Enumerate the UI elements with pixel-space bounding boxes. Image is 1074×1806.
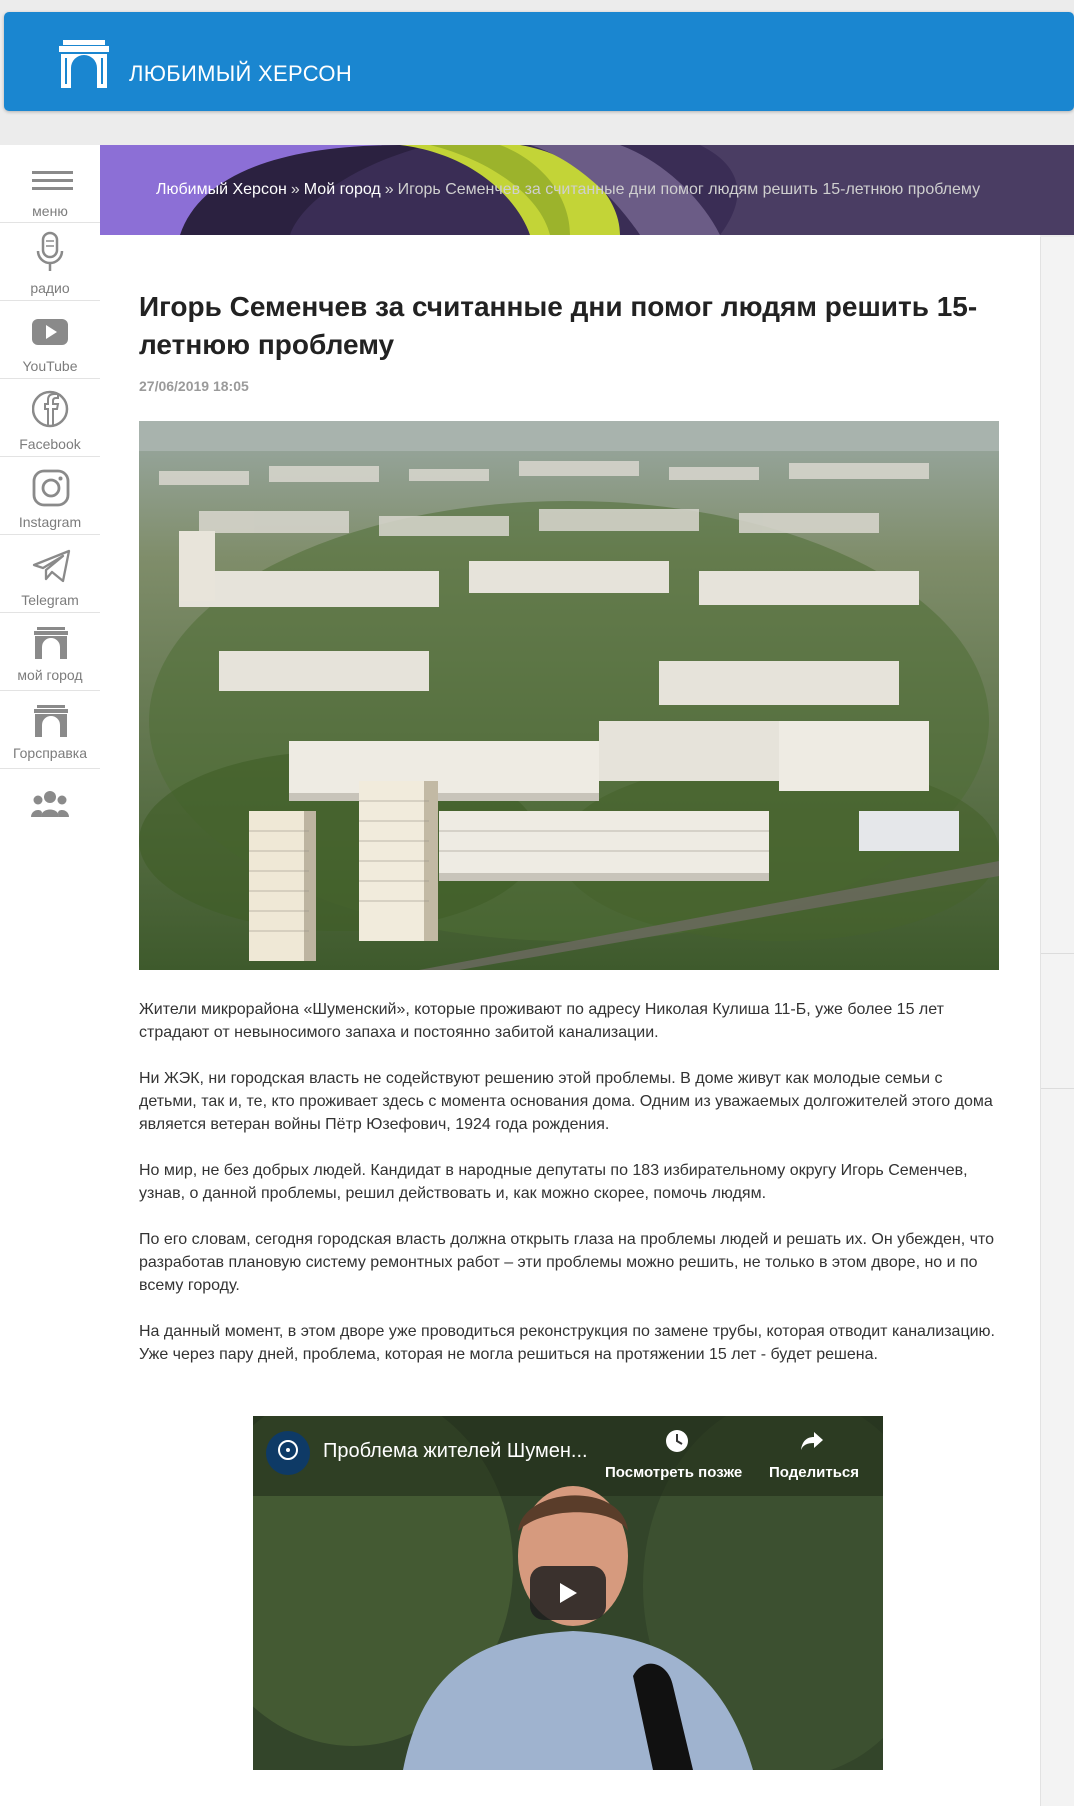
share-icon[interactable] bbox=[799, 1428, 825, 1454]
play-button[interactable] bbox=[530, 1566, 606, 1620]
site-title[interactable]: ЛЮБИМЫЙ ХЕРСОН bbox=[129, 61, 353, 86]
channel-logo-icon[interactable] bbox=[265, 1430, 311, 1476]
sidebar-item-my-city[interactable] bbox=[0, 613, 100, 691]
article-paragraph: Но мир, не без добрых людей. Кандидат в народные депутаты по 183 избирательному округу Игорь Семенчев, узнав, о данной проблемы, решил действовать и, как можно скорее, помочь людям. bbox=[139, 1162, 968, 1202]
aerial-city-photo bbox=[139, 421, 999, 970]
people-icon bbox=[30, 783, 70, 827]
arch-gate-icon bbox=[32, 699, 70, 743]
article-paragraph: На данный момент, в этом дворе уже проводиться реконструкция по замене трубы, которая отводит канализацию. Уже через пару дней, проблема, которая не могла решиться на протяжении 15 лет - будет решена. bbox=[139, 1323, 995, 1363]
sidebar-item-facebook[interactable] bbox=[0, 379, 100, 457]
right-rail bbox=[1040, 237, 1074, 1806]
microphone-icon bbox=[32, 231, 68, 275]
article-body bbox=[139, 998, 999, 1389]
article-photo bbox=[139, 421, 999, 970]
article-paragraph: Ни ЖЭК, ни городская власть не содействуют решению этой проблемы. В доме живут как молодые семьи с детьми, так и, те, кто проживает здесь с момента основания дома. Одним из уважаемых долгожителей этого дома является ветеран войны Пётр Юзефович, 1924 года рождения. bbox=[139, 1070, 993, 1133]
breadcrumb-separator: » bbox=[384, 181, 394, 198]
sidebar-item-label: Горсправка bbox=[12, 745, 88, 761]
facebook-icon bbox=[32, 387, 70, 431]
instagram-icon bbox=[32, 465, 70, 509]
breadcrumb-separator: » bbox=[290, 181, 300, 198]
youtube-video-embed[interactable] bbox=[253, 1416, 883, 1770]
clock-icon[interactable] bbox=[664, 1428, 690, 1454]
sidebar bbox=[0, 145, 100, 1806]
article-paragraph: По его словам, сегодня городская власть должна открыть глаза на проблемы людей и решать их. Он убежден, что разработав плановую систему ремонтных работ – эти проблемы можно решить, не только в этом дворе, но и по всему городу. bbox=[139, 1231, 995, 1294]
sidebar-item-community[interactable] bbox=[0, 769, 100, 846]
watch-later-button[interactable]: Посмотреть позже bbox=[605, 1464, 743, 1481]
rail-divider bbox=[1041, 1088, 1074, 1089]
breadcrumb-section-link[interactable]: Мой город bbox=[303, 181, 381, 198]
breadcrumb-current: Игорь Семенчев за считанные дни помог людям решить 15-летнюю проблему bbox=[397, 181, 981, 198]
sidebar-item-menu[interactable] bbox=[0, 145, 100, 223]
breadcrumb-banner bbox=[100, 145, 1074, 235]
rail-divider bbox=[1041, 953, 1074, 954]
sidebar-item-label: Telegram bbox=[21, 592, 79, 608]
sidebar-item-label: радио bbox=[30, 280, 70, 296]
sidebar-item-label: Facebook bbox=[19, 436, 81, 452]
sidebar-item-label: мой город bbox=[17, 667, 83, 683]
article-date: 27/06/2019 18:05 bbox=[139, 378, 249, 394]
article-title: Игорь Семенчев за считанные дни помог людям решить 15-летнюю проблему bbox=[139, 291, 978, 360]
breadcrumb bbox=[156, 181, 980, 199]
sidebar-item-city-directory[interactable] bbox=[0, 691, 100, 769]
site-header bbox=[4, 12, 1074, 111]
sidebar-item-label: Instagram bbox=[18, 514, 82, 530]
sidebar-item-instagram[interactable] bbox=[0, 457, 100, 535]
youtube-icon bbox=[32, 309, 68, 353]
sidebar-item-youtube[interactable] bbox=[0, 301, 100, 379]
article-paragraph: Жители микрорайона «Шуменский», которые проживают по адресу Николая Кулиша 11-Б, уже более 15 лет страдают от невыносимого запаха и постоянно забитой канализации. bbox=[139, 1001, 944, 1041]
breadcrumb-home-link[interactable]: Любимый Херсон bbox=[156, 181, 287, 198]
sidebar-item-radio[interactable] bbox=[0, 223, 100, 301]
sidebar-item-label: меню bbox=[32, 203, 68, 219]
arch-gate-icon[interactable] bbox=[57, 38, 111, 90]
share-button[interactable]: Поделиться bbox=[769, 1464, 860, 1481]
telegram-icon bbox=[32, 543, 72, 587]
sidebar-item-label: YouTube bbox=[22, 358, 78, 374]
video-title[interactable]: Проблема жителей Шумен... bbox=[323, 1440, 588, 1462]
sidebar-item-telegram[interactable] bbox=[0, 535, 100, 613]
play-icon bbox=[530, 1566, 606, 1620]
arch-gate-icon bbox=[32, 621, 70, 665]
